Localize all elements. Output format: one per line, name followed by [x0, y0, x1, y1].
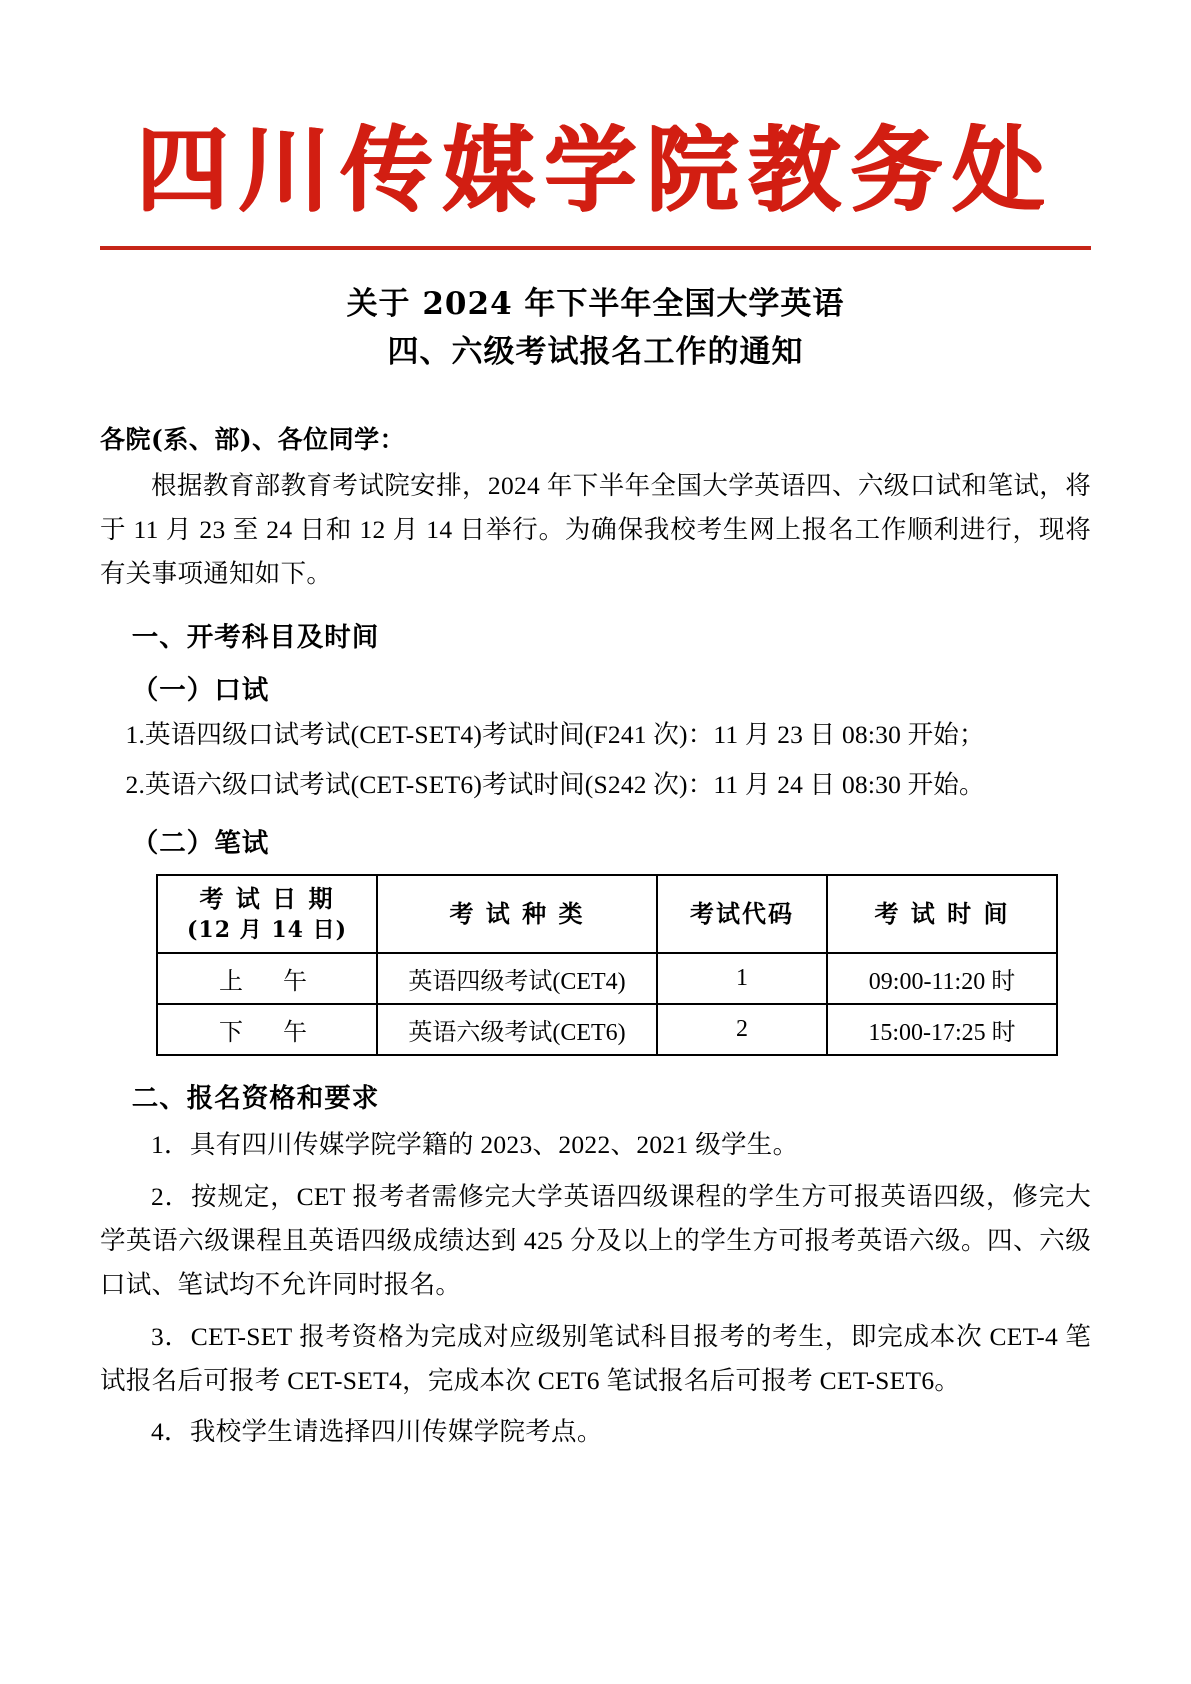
- table-cell-time: 15:00-17:25 时: [827, 1004, 1057, 1055]
- page-title: [100, 280, 1091, 376]
- list-item: 4．我校学生请选择四川传媒学院考点。: [151, 1417, 603, 1447]
- table-row: [157, 953, 1057, 1004]
- table-cell-time: 09:00-11:20 时: [827, 953, 1057, 1004]
- list-item: 1．具有四川传媒学院学籍的 2023、2022、2021 级学生。: [151, 1130, 799, 1160]
- list-item: 3．CET-SET 报考资格为完成对应级别笔试科目报考的考生，即完成本次 CET-4 笔试报名后可报考 CET-SET4，完成本次 CET6 笔试报名后可报考 CET-SET6。: [100, 1321, 1091, 1395]
- table-cell-code: 2: [657, 1004, 827, 1055]
- page-title-line1: 关于 2024 年下半年全国大学英语: [346, 285, 845, 322]
- table-cell-code: 1: [657, 953, 827, 1004]
- table-header-code: 考试代码: [657, 875, 827, 953]
- table-header-date-label: 考 试 日 期: [199, 884, 335, 914]
- masthead: [100, 0, 1091, 250]
- intro-paragraph: 根据教育部教育考试院安排，2024 年下半年全国大学英语四、六级口试和笔试，将于 11 月 23 至 24 日和 12 月 14 日举行。为确保我校考生网上报名工作顺利进行，现将有关事项通知如下。: [100, 470, 1091, 588]
- masthead-title: 四川传媒学院教务处: [136, 116, 1055, 224]
- table-header-date-sub: (12 月 14 日): [186, 916, 348, 943]
- table-cell-date: 下 午: [157, 1004, 377, 1055]
- list-item: 2.英语六级口试考试(CET-SET6)考试时间(S242 次)：11 月 24 日 08:30 开始。: [125, 770, 985, 800]
- page-title-line2: 四、六级考试报名工作的通知: [387, 333, 804, 370]
- section2-heading: 二、报名资格和要求: [131, 1083, 380, 1115]
- section1-heading: 一、开考科目及时间: [131, 622, 380, 654]
- list-item: 2．按规定，CET 报考者需修完大学英语四级课程的学生方可报英语四级，修完大学英语六级课程且英语四级成绩达到 425 分及以上的学生方可报考英语六级。四、六级口试、笔试均不允许同时报名。: [100, 1182, 1091, 1299]
- table-header-row: [157, 875, 1057, 953]
- section1-sub1-heading: （一）口试: [131, 675, 270, 707]
- masthead-divider: [100, 246, 1091, 250]
- table-cell-type: 英语六级考试(CET6): [377, 1004, 657, 1055]
- table-header-type: 考 试 种 类: [377, 875, 657, 953]
- table-header-time: 考 试 时 间: [827, 875, 1057, 953]
- exam-schedule-table: [156, 874, 1058, 1056]
- salutation: 各院(系、部)、各位同学：: [100, 424, 406, 454]
- table-cell-date: 上 午: [157, 953, 377, 1004]
- section1-sub2-heading: （二）笔试: [131, 828, 270, 860]
- list-item: 1.英语四级口试考试(CET-SET4)考试时间(F241 次)：11 月 23 日 08:30 开始；: [125, 720, 985, 750]
- table-header-date: [157, 875, 377, 953]
- table-row: [157, 1004, 1057, 1055]
- table-cell-type: 英语四级考试(CET4): [377, 953, 657, 1004]
